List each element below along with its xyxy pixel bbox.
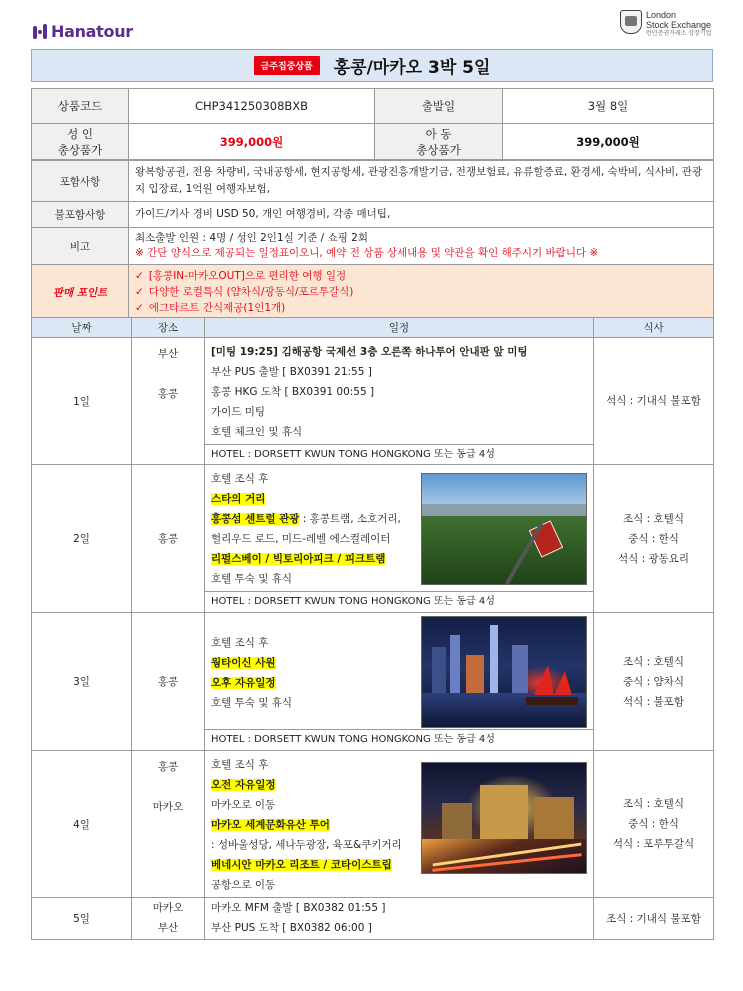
schedule-table	[31, 317, 714, 940]
meal-cell	[594, 338, 714, 465]
included-text: 왕복항공권, 전용 차량비, 국내공항세, 현지공항세, 관광진흥개발기금, 전쟁보험료, 유류할증료, 환경세, 숙박비, 식사비, 관광지 입장료, 1억원 여행자보험,	[129, 161, 714, 202]
header-place: 장소	[132, 318, 205, 338]
plan-line: 가이드 미팅	[211, 406, 266, 418]
plan-line: : 성바울성당, 세나두광장, 육포&쿠키거리	[211, 839, 402, 851]
plan-line: 오후 자유일정	[211, 677, 276, 689]
plan-line: 스타의 거리	[211, 493, 266, 505]
sales-point-label: 판매 포인트	[32, 265, 129, 320]
meal-line: 석식 : 기내식 불포함	[606, 395, 701, 407]
plan-line: 호텔 조식 후	[211, 637, 269, 649]
schedule-row-day3	[32, 613, 714, 751]
place-name: 부산	[157, 348, 179, 360]
meal-line: 석식 : 포루투갈식	[612, 838, 695, 850]
exchange-line3: 런던증권거래소 상장기업	[646, 31, 712, 37]
exchange-line2: Stock Exchange	[646, 20, 712, 30]
date-value: 3월 8일	[503, 89, 714, 124]
child-label-line1: 아 동	[425, 126, 452, 141]
place-name: 홍콩	[157, 533, 179, 545]
place-cell	[132, 751, 205, 898]
meal-line: 조식 : 호텔식	[623, 798, 684, 810]
code-value: CHP341250308BXB	[129, 89, 375, 124]
plan-line: 부산 PUS 도착 [ BX0382 06:00 ]	[211, 922, 372, 934]
hotel-line: HOTEL : DORSETT KWUN TONG HONGKONG 또는 동급 4성	[205, 591, 593, 611]
promo-badge: 금주집중상품	[254, 56, 320, 75]
plan-line: 웡타이신 사원	[211, 657, 276, 669]
plan-cell	[205, 465, 594, 613]
meal-cell	[594, 613, 714, 751]
plan-line: 리펄스베이 / 빅토리아피크 / 피크트램	[211, 553, 386, 565]
day-label: 5일	[32, 898, 132, 940]
plan-cell	[205, 613, 594, 751]
meal-line: 조식 : 기내식 불포함	[606, 912, 701, 925]
plan-line: 호텔 조식 후	[211, 473, 269, 485]
plan-line: 호텔 체크인 및 휴식	[211, 426, 303, 438]
schedule-row-day2	[32, 465, 714, 613]
product-info-table	[31, 88, 714, 160]
child-price: 399,000원	[503, 124, 714, 160]
child-label	[375, 124, 503, 160]
plan-line: 베네시안 마카오 리조트 / 코타이스트립	[211, 859, 392, 871]
plan-cell	[205, 338, 594, 465]
meal-line: 석식 : 불포함	[623, 695, 684, 708]
code-label: 상품코드	[32, 89, 129, 124]
day-label: 4일	[32, 751, 132, 898]
plan-line: [미팅 19:25] 김해공항 국제선 3층 오른쪽 하나투어 안내판 앞 미팅	[211, 346, 528, 358]
date-label: 출발일	[375, 89, 503, 124]
hanatour-logo-icon	[33, 24, 47, 40]
plan-line: 홍콩섬 센트럴 관광 : 홍콩트램, 소호거리,	[211, 513, 401, 525]
plan-line: 홍콩 HKG 도착 [ BX0391 00:55 ]	[211, 386, 375, 398]
macau-cotai-strip-photo	[421, 762, 587, 874]
meal-line: 중식 : 한식	[628, 818, 679, 830]
hanatour-logo[interactable]	[33, 22, 133, 41]
place-cell	[132, 613, 205, 751]
meal-line: 조식 : 호텔식	[623, 655, 684, 668]
meal-line: 석식 : 광동요리	[617, 552, 690, 565]
plan-line: 호텔 조식 후	[211, 759, 269, 771]
plan-line: 호텔 투숙 및 휴식	[211, 573, 293, 585]
note-line1: 최소출발 인원 : 4명 / 성인 2인1실 기준 / 쇼핑 2회	[135, 232, 368, 244]
check-icon: ✓	[135, 286, 144, 298]
sales-point-list	[129, 265, 714, 320]
product-title: 홍콩/마카오 3박 5일	[333, 58, 491, 78]
day-label: 3일	[32, 613, 132, 751]
exchange-line1: London	[646, 10, 677, 20]
place-cell	[132, 465, 205, 613]
meal-line: 중식 : 한식	[628, 532, 679, 545]
exchange-logo	[620, 10, 711, 38]
crest-icon	[620, 10, 642, 34]
victoria-peak-tram-photo	[421, 473, 587, 585]
note-content	[129, 228, 714, 265]
header-plan: 일정	[205, 318, 594, 338]
brand-name: Hanatour	[51, 22, 133, 41]
day-label: 2일	[32, 465, 132, 613]
schedule-row-day5	[32, 898, 714, 940]
extras-table	[31, 160, 714, 320]
plan-line: 공항으로 이동	[211, 879, 276, 891]
excluded-label: 불포함사항	[32, 202, 129, 228]
header-meal: 식사	[594, 318, 714, 338]
check-icon: ✓	[135, 270, 144, 282]
plan-line: 마카오로 이동	[211, 799, 276, 811]
header-day: 날짜	[32, 318, 132, 338]
included-label: 포함사항	[32, 161, 129, 202]
plan-line: 마카오 MFM 출발 [ BX0382 01:55 ]	[211, 902, 386, 914]
plan-line: 부산 PUS 출발 [ BX0391 21:55 ]	[211, 366, 372, 378]
place-cell	[132, 898, 205, 940]
hotel-line: HOTEL : DORSETT KWUN TONG HONGKONG 또는 동급 4성	[205, 729, 593, 749]
meal-cell	[594, 751, 714, 898]
plan-line: 오전 자유일정	[211, 779, 276, 791]
child-label-line2: 총상품가	[416, 142, 461, 157]
plan-line: 호텔 투숙 및 휴식	[211, 697, 293, 709]
place-name: 홍콩	[157, 388, 179, 400]
place-name: 홍콩	[157, 761, 179, 773]
place-name: 홍콩	[157, 676, 179, 688]
title-bar	[31, 49, 713, 82]
plan-line: 마카오 세계문화유산 투어	[211, 819, 330, 831]
sales-point-item: ✓ 다양한 로컬특식 (얌차식/광동식/포르투갈식)	[135, 286, 354, 298]
excluded-text: 가이드/기사 경비 USD 50, 개인 여행경비, 각종 매너팁,	[129, 202, 714, 228]
adult-label-line2: 총상품가	[57, 142, 103, 157]
sales-point-item: ✓ 에그타르트 간식제공(1인1개)	[135, 302, 286, 314]
adult-label-line1: 성 인	[67, 126, 93, 141]
place-cell	[132, 338, 205, 465]
meal-line: 중식 : 얌차식	[623, 675, 684, 688]
place-name	[132, 777, 204, 797]
top-brand-row	[0, 0, 743, 48]
hotel-line: HOTEL : DORSETT KWUN TONG HONGKONG 또는 동급 4성	[205, 444, 593, 464]
meal-cell	[594, 898, 714, 940]
note-label: 비고	[32, 228, 129, 265]
check-icon: ✓	[135, 302, 144, 314]
plan-cell	[205, 751, 594, 898]
place-name: 마카오	[152, 801, 184, 813]
day-label: 1일	[32, 338, 132, 465]
meal-line: 조식 : 호텔식	[623, 512, 684, 525]
place-name	[132, 364, 204, 384]
adult-label	[32, 124, 129, 160]
adult-price: 399,000원	[129, 124, 375, 160]
sales-point-item: ✓ [홍콩IN-마카오OUT]으로 편리한 여행 일정	[135, 270, 347, 282]
place-name: 부산	[157, 922, 179, 934]
plan-line: 헐리우드 로드, 미드-레벨 에스컬레이터	[211, 533, 391, 545]
note-line2: ※ 간단 양식으로 제공되는 일정표이오니, 예약 전 상품 상세내용 및 약관을 확인 해주시기 바랍니다 ※	[135, 247, 599, 259]
meal-cell	[594, 465, 714, 613]
place-name: 마카오	[152, 902, 184, 914]
plan-cell	[205, 898, 594, 940]
schedule-row-day4	[32, 751, 714, 898]
hong-kong-night-harbour-photo	[421, 616, 587, 728]
schedule-row-day1	[32, 338, 714, 465]
